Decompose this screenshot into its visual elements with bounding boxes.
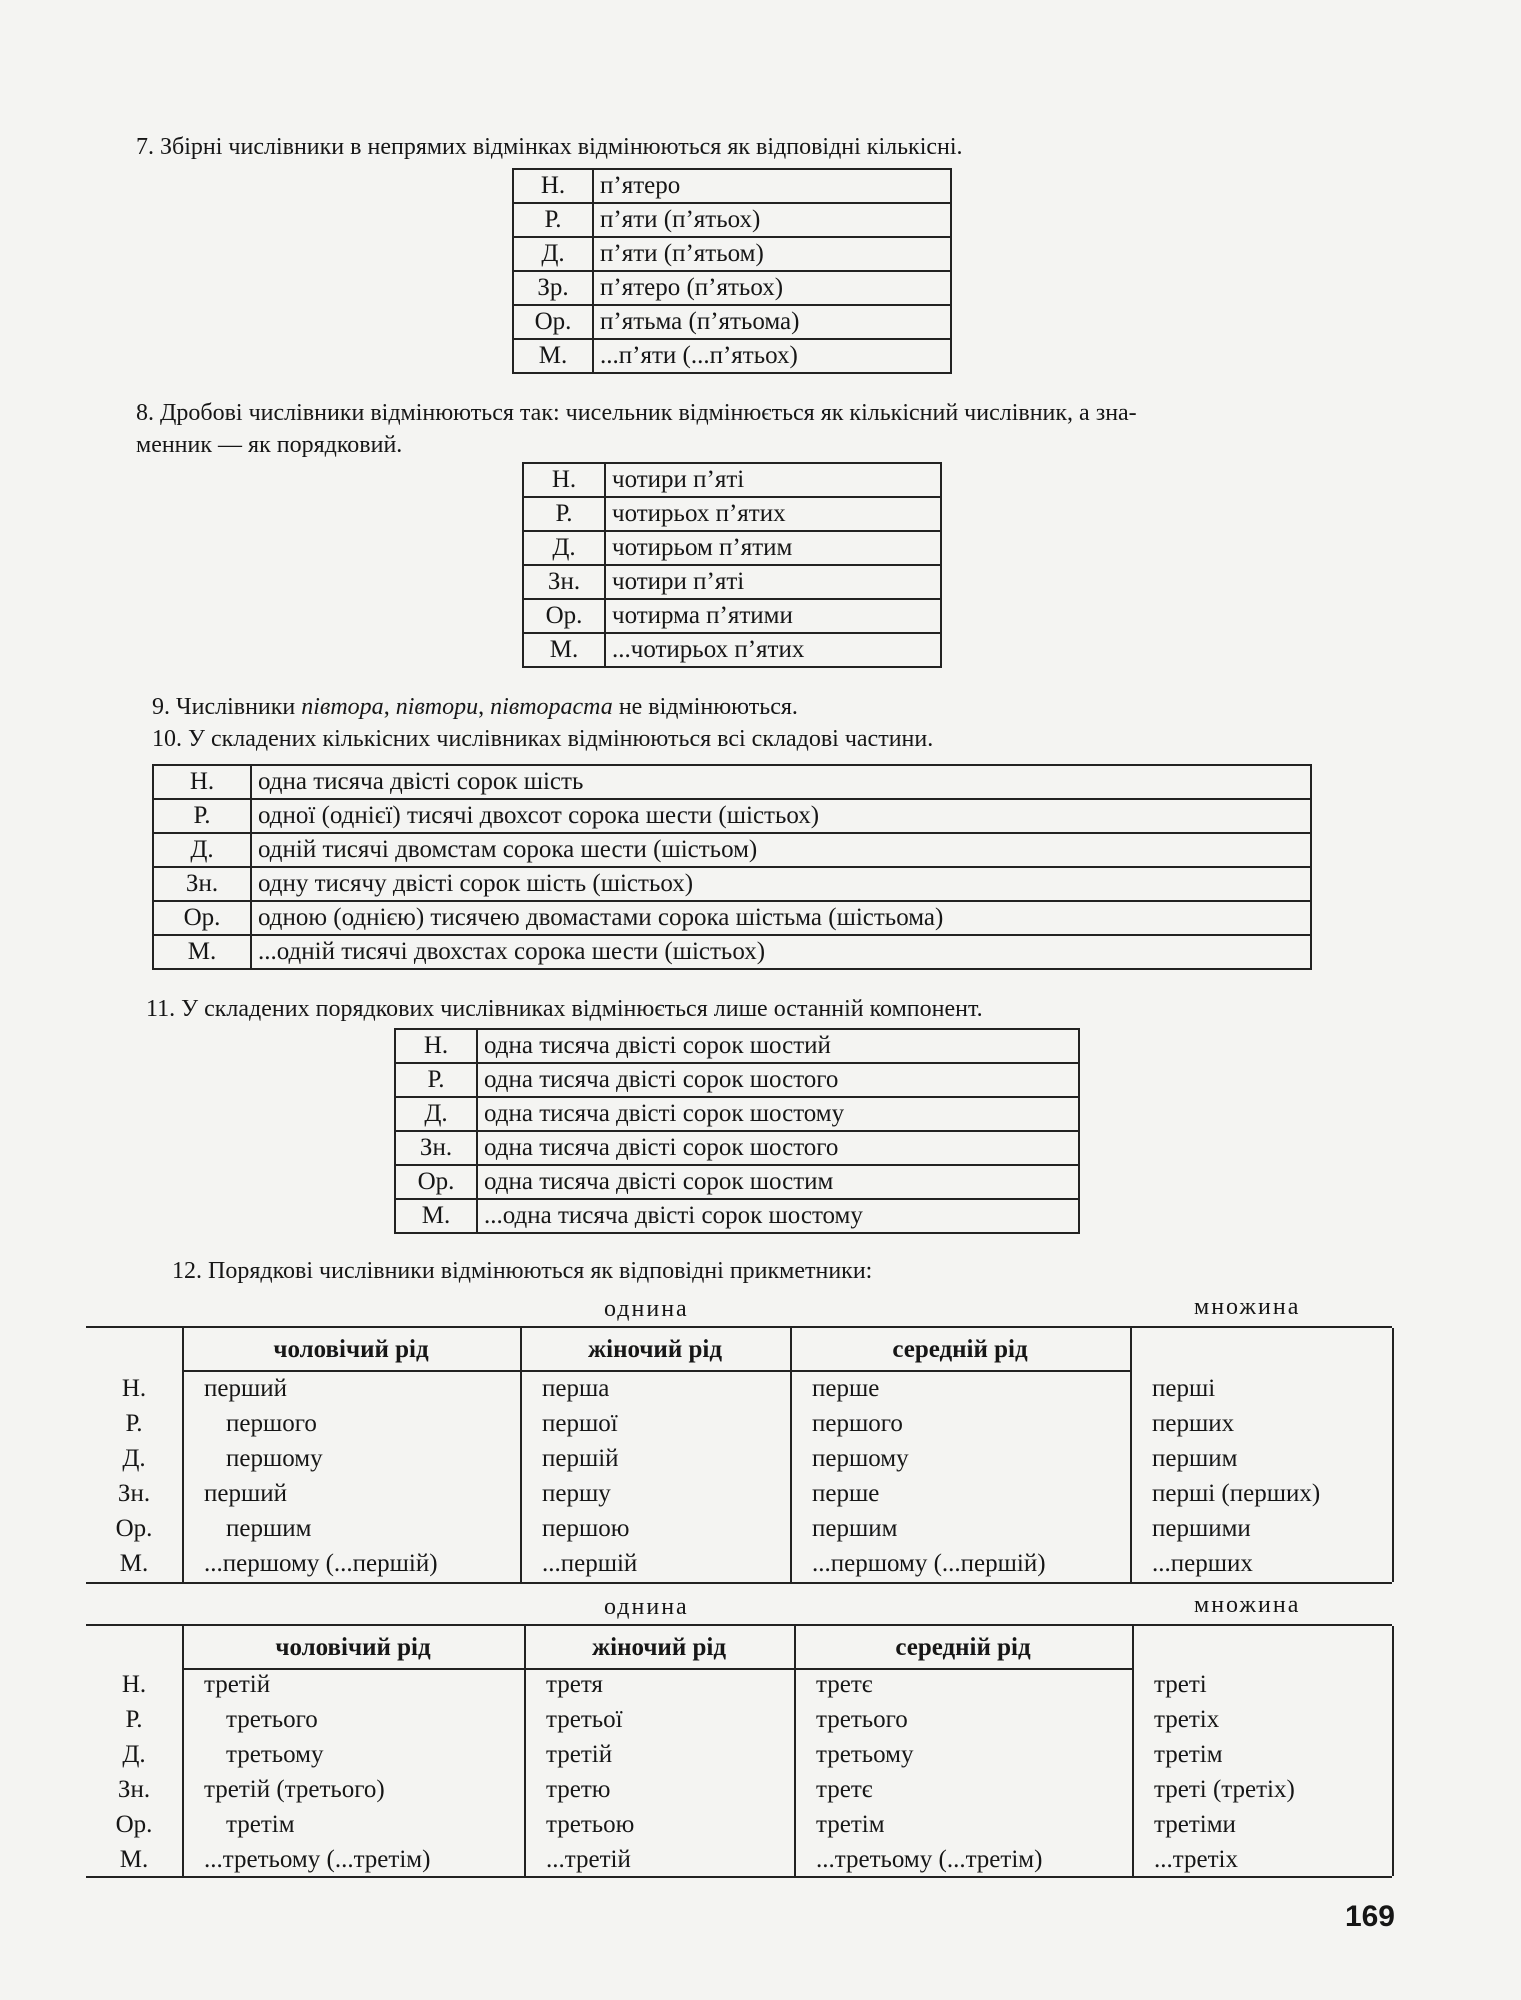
form-cell: третє (816, 1776, 873, 1803)
case-cell: Зн. (395, 1131, 477, 1165)
form-cell: третю (546, 1776, 611, 1803)
value-cell: одній тисячі двомстам сорока шести (шістьом) (251, 833, 1311, 867)
form-cell: перший (204, 1480, 287, 1507)
case-cell: Н. (121, 1671, 147, 1698)
label-singular: однина (604, 1594, 689, 1620)
case-cell: Зн. (153, 867, 251, 901)
form-cell: першій (542, 1445, 619, 1472)
value-cell: одну тисячу двісті сорок шість (шістьох) (251, 867, 1311, 901)
p9-word-pivtorasta: півтораста (490, 694, 613, 720)
value-cell: одна тисяча двісті сорок шість (251, 765, 1311, 799)
table-row (513, 237, 951, 271)
value-cell: ...одній тисячі двохстах сорока шести (шістьох) (251, 935, 1311, 969)
column-divider (1132, 1626, 1134, 1876)
case-cell: Р. (513, 203, 593, 237)
table-row (513, 271, 951, 305)
form-cell: третього (226, 1706, 318, 1733)
table-collective-numerals (512, 168, 952, 374)
case-cell: М. (395, 1199, 477, 1233)
paragraph-8-line1: 8. Дробові числівники відмінюються так: чисельник відмінюється як кількісний числівник, а зна- (136, 400, 1137, 426)
value-cell: п’ятеро (593, 169, 951, 203)
value-cell: чотири п’яті (605, 463, 941, 497)
form-cell: третій (204, 1671, 271, 1698)
page-number: 169 (1344, 1900, 1395, 1933)
form-cell: перші (1152, 1375, 1216, 1402)
case-cell: Р. (125, 1706, 143, 1733)
gender-header-row (182, 1626, 1132, 1670)
table-row (395, 1097, 1079, 1131)
table-row (523, 531, 941, 565)
column-divider (1130, 1328, 1132, 1582)
form-cell: першу (542, 1480, 611, 1507)
paragraph-11: 11. У складених порядкових числівниках відмінюється лише останній компонент. (146, 996, 983, 1022)
table-row (513, 305, 951, 339)
case-cell: Д. (153, 833, 251, 867)
table-body (395, 1029, 1079, 1233)
form-cell: третім (816, 1811, 885, 1838)
label-singular: однина (604, 1296, 689, 1322)
table-ordinal-first (86, 1326, 1392, 1584)
paragraph-12: 12. Порядкові числівники відмінюються як відповідні прикметники: (172, 1258, 873, 1284)
case-cell: Ор. (153, 901, 251, 935)
form-cell: третьому (226, 1741, 324, 1768)
case-cell: Н. (523, 463, 605, 497)
form-cell: першою (542, 1515, 630, 1542)
form-cell: перше (812, 1480, 880, 1507)
value-cell: одна тисяча двісті сорок шостого (477, 1131, 1079, 1165)
table-row (523, 565, 941, 599)
value-cell: одна тисяча двісті сорок шостого (477, 1063, 1079, 1097)
gender-header: середній рід (895, 1634, 1031, 1661)
p9-suffix: не відмінюються. (612, 694, 798, 720)
table-row (513, 339, 951, 373)
table-row (153, 765, 1311, 799)
value-cell: чотирьох п’ятих (605, 497, 941, 531)
table-row (153, 867, 1311, 901)
form-cell: третій (546, 1741, 613, 1768)
table-row (153, 935, 1311, 969)
table-row (523, 497, 941, 531)
form-cell: третьої (546, 1706, 623, 1733)
p9-sep: , (383, 694, 396, 720)
case-cell: Зр. (513, 271, 593, 305)
case-cell: Ор. (523, 599, 605, 633)
form-cell: перше (812, 1375, 880, 1402)
table-row (513, 203, 951, 237)
table-compound-ordinal (394, 1028, 1080, 1234)
case-cell: Н. (395, 1029, 477, 1063)
table-row (523, 599, 941, 633)
column-divider (1392, 1328, 1394, 1582)
form-cell: ...першому (...першій) (204, 1550, 438, 1577)
value-cell: одної (однієї) тисячі двохсот сорока шести (шістьох) (251, 799, 1311, 833)
value-cell: чотирьом п’ятим (605, 531, 941, 565)
case-cell: Ор. (513, 305, 593, 339)
form-cell: третя (546, 1671, 603, 1698)
case-cell: Д. (523, 531, 605, 565)
case-cell: Н. (153, 765, 251, 799)
form-cell: першому (812, 1445, 909, 1472)
value-cell: п’яти (п’ятьох) (593, 203, 951, 237)
case-cell: Р. (395, 1063, 477, 1097)
form-cell: ...третьому (...третім) (204, 1846, 431, 1873)
form-cell: ...третій (546, 1846, 631, 1873)
case-cell: Ор. (115, 1811, 153, 1838)
p9-sep: , (478, 694, 491, 720)
form-cell: ...третіх (1154, 1846, 1238, 1873)
p9-prefix: 9. Числівники (152, 694, 302, 720)
form-cell: третій (третього) (204, 1776, 385, 1803)
case-cell: М. (119, 1846, 149, 1873)
gender-header: жіночий рід (588, 1336, 722, 1363)
table-row (513, 169, 951, 203)
label-plural: множина (1194, 1294, 1301, 1320)
case-cell: М. (119, 1550, 149, 1577)
table-row (153, 799, 1311, 833)
form-cell: першими (1152, 1515, 1251, 1542)
case-cell: Д. (122, 1445, 146, 1472)
value-cell: п’яти (п’ятьом) (593, 237, 951, 271)
form-cell: перший (204, 1375, 287, 1402)
form-cell: першим (226, 1515, 312, 1542)
form-cell: першої (542, 1410, 618, 1437)
value-cell: ...п’яти (...п’ятьох) (593, 339, 951, 373)
value-cell: одна тисяча двісті сорок шостим (477, 1165, 1079, 1199)
table-compound-cardinal (152, 764, 1312, 970)
form-cell: третім (226, 1811, 295, 1838)
table-ordinal-third (86, 1624, 1392, 1878)
form-cell: першого (812, 1410, 903, 1437)
case-cell: Д. (395, 1097, 477, 1131)
gender-header-row (182, 1328, 1130, 1372)
case-cell: Ор. (395, 1165, 477, 1199)
form-cell: перша (542, 1375, 610, 1402)
value-cell: ...одна тисяча двісті сорок шостому (477, 1199, 1079, 1233)
p9-word-pivtora: півтора (301, 694, 384, 720)
value-cell: чотирма п’ятими (605, 599, 941, 633)
case-cell: Р. (523, 497, 605, 531)
case-cell: Зн. (117, 1480, 151, 1507)
value-cell: одною (однією) тисячею двомастами сорока шістьма (шістьома) (251, 901, 1311, 935)
case-cell: Н. (513, 169, 593, 203)
form-cell: третім (1154, 1741, 1223, 1768)
table-row (153, 833, 1311, 867)
table-row (523, 633, 941, 667)
value-cell: одна тисяча двісті сорок шостий (477, 1029, 1079, 1063)
case-cell: М. (513, 339, 593, 373)
form-cell: третіх (1154, 1706, 1220, 1733)
value-cell: п’ятьма (п’ятьома) (593, 305, 951, 339)
form-cell: першим (1152, 1445, 1238, 1472)
table-body (153, 765, 1311, 969)
form-cell: першому (226, 1445, 323, 1472)
gender-header: середній рід (892, 1336, 1028, 1363)
form-cell: треті (1154, 1671, 1207, 1698)
form-cell: третього (816, 1706, 908, 1733)
paragraph-10: 10. У складених кількісних числівниках відмінюються всі складові частини. (152, 726, 934, 752)
form-cell: перші (перших) (1152, 1480, 1321, 1507)
form-cell: треті (третіх) (1154, 1776, 1295, 1803)
case-cell: Д. (122, 1741, 146, 1768)
table-row (523, 463, 941, 497)
case-cell: Д. (513, 237, 593, 271)
table-row (395, 1131, 1079, 1165)
table-row (395, 1165, 1079, 1199)
form-cell: першим (812, 1515, 898, 1542)
form-cell: першого (226, 1410, 317, 1437)
table-row (395, 1199, 1079, 1233)
case-cell: Зн. (523, 565, 605, 599)
form-cell: перших (1152, 1410, 1235, 1437)
value-cell: ...чотирьох п’ятих (605, 633, 941, 667)
form-cell: третє (816, 1671, 873, 1698)
p9-word-pivtory: півтори (395, 694, 479, 720)
paragraph-8-line2: менник — як порядковий. (136, 432, 403, 458)
table-body (523, 463, 941, 667)
form-cell: третьою (546, 1811, 635, 1838)
form-cell: ...третьому (...третім) (816, 1846, 1043, 1873)
value-cell: одна тисяча двісті сорок шостому (477, 1097, 1079, 1131)
case-cell: М. (523, 633, 605, 667)
column-divider (1392, 1626, 1394, 1876)
form-cell: ...першій (542, 1550, 638, 1577)
case-cell: Р. (153, 799, 251, 833)
form-cell: ...першому (...першій) (812, 1550, 1046, 1577)
gender-header: чоловічий рід (275, 1634, 431, 1661)
case-cell: Зн. (117, 1776, 151, 1803)
table-row (153, 901, 1311, 935)
form-cell: третьому (816, 1741, 914, 1768)
paragraph-9 (152, 692, 798, 722)
table-row (395, 1029, 1079, 1063)
gender-header: жіночий рід (592, 1634, 726, 1661)
value-cell: п’ятеро (п’ятьох) (593, 271, 951, 305)
value-cell: чотири п’яті (605, 565, 941, 599)
form-cell: третіми (1154, 1811, 1236, 1838)
label-plural: множина (1194, 1592, 1301, 1618)
table-fractional-numerals (522, 462, 942, 668)
case-cell: М. (153, 935, 251, 969)
gender-header: чоловічий рід (273, 1336, 429, 1363)
case-cell: Ор. (115, 1515, 153, 1542)
table-row (395, 1063, 1079, 1097)
case-cell: Н. (121, 1375, 147, 1402)
case-cell: Р. (125, 1410, 143, 1437)
table-body (513, 169, 951, 373)
form-cell: ...перших (1152, 1550, 1253, 1577)
paragraph-7: 7. Збірні числівники в непрямих відмінках відмінюються як відповідні кількісні. (136, 134, 963, 160)
